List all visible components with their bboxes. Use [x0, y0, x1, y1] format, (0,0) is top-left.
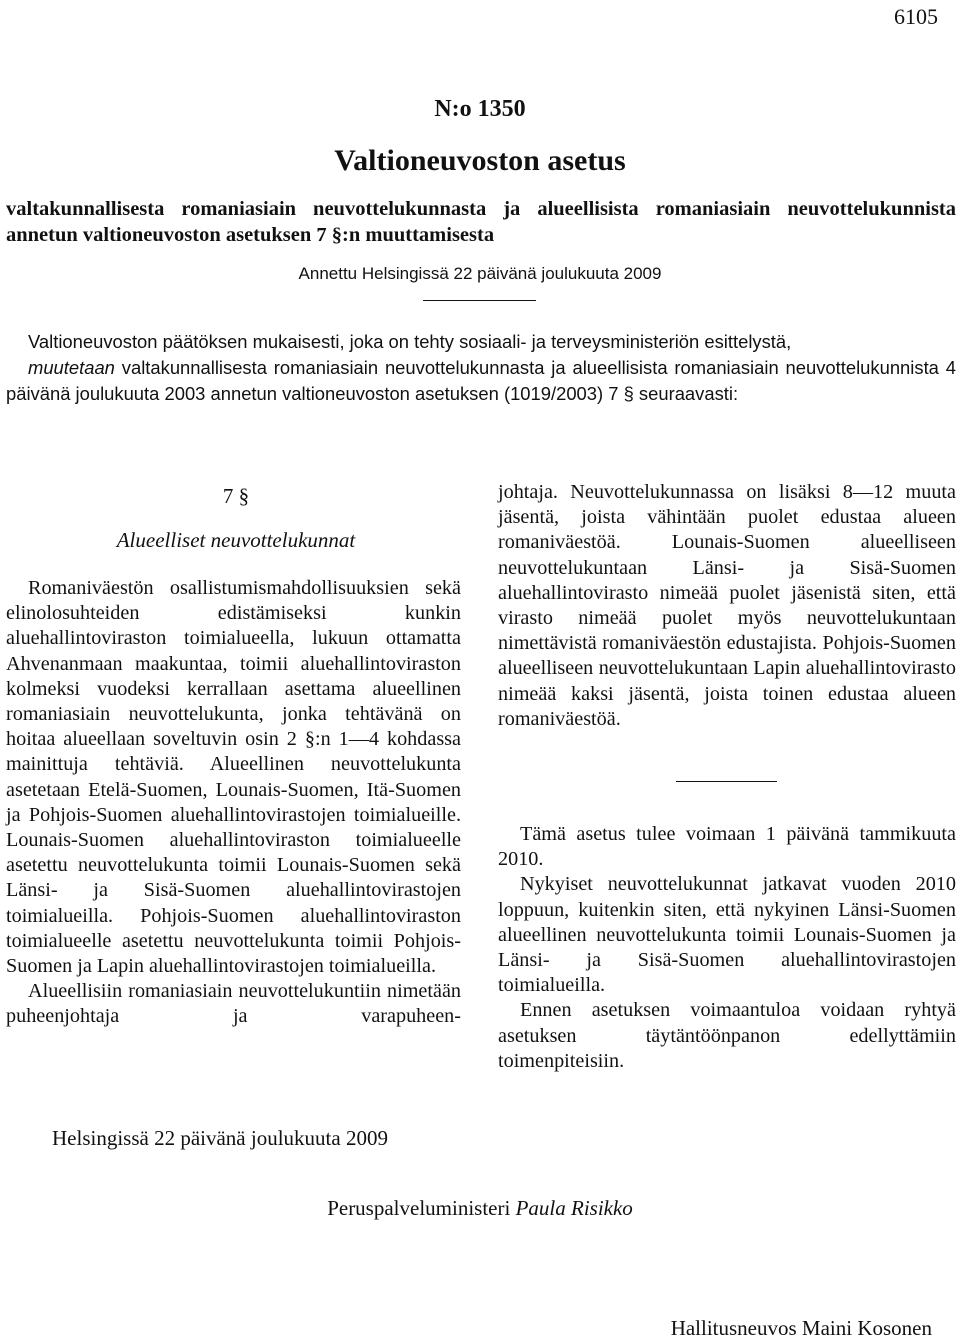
section-heading: Alueelliset neuvottelukunnat: [116, 528, 356, 552]
preamble: [6, 329, 956, 407]
section-paragraph: Alueellisiin romaniasiain neuvottelukuntiin nimetään puheenjohtaja ja varapuheen-: [6, 980, 461, 1028]
minister-name: Paula Risikko: [515, 1196, 633, 1220]
minister-title: Peruspalveluministeri: [327, 1196, 511, 1220]
divider-rule: [676, 781, 777, 782]
amend-word: muutetaan: [28, 357, 115, 378]
right-column: [498, 480, 956, 732]
left-column: [6, 576, 461, 1030]
place-date: Helsingissä 22 päivänä joulukuuta 2009: [52, 1126, 388, 1150]
provision-paragraph: Ennen asetuksen voimaantuloa voidaan ryhtyä asetuksen täytäntöönpanon edellyttämiin toimenpiteisiin.: [498, 999, 956, 1072]
divider-rule: [423, 300, 536, 301]
counsellor-signature: Hallitusneuvos Maini Kosonen: [670, 1316, 932, 1340]
issued-line: Annettu Helsingissä 22 päivänä joulukuuta 2009: [298, 264, 662, 283]
document-title: Valtioneuvoston asetus: [334, 144, 626, 177]
amendment-text: valtakunnallisesta romaniasiain neuvottelukunnasta ja alueellisista romaniasiain neuvottelukunnista 4 päivänä joulukuuta 2003 annetun valtioneuvoston asetuksen (1019/2003) 7 § seuraavasti:: [6, 357, 956, 404]
section-paragraph: Romaniväestön osallistumismahdollisuuksien sekä elinolosuhteiden edistämiseksi kunkin aluehallintoviraston toimialueella, lukuun ottamatta Ahvenanmaan maakuntaa, toimii aluehallintoviraston kolmeksi vuodeksi kerrallaan asettama alueellinen romaniasiain neuvottelukunta, jonka tehtävänä on hoitaa alueellaan soveltuvin osin 2 §:n 1—4 kohdassa mainittuja tehtäviä. Alueellinen neuvottelukunta asetetaan Etelä-Suomen, Lounais-Suomen, Itä-Suomen ja Pohjois-Suomen aluehallintovirastojen toimialueille. Lounais-Suomen aluehallintoviraston toimialueelle asetettu neuvottelukunta toimii Lounais-Suomen sekä Länsi- ja Sisä-Suomen aluehallintovirastojen toimialueilla. Pohjois-Suomen aluehallintoviraston toimialueelle asetettu neuvottelukunta toimii Pohjois-Suomen ja Lapin aluehallintovirastojen toimialueilla.: [6, 577, 461, 978]
section-number: 7 §: [222, 484, 250, 508]
amendment-paragraph: [6, 355, 956, 407]
preamble-paragraph: Valtioneuvoston päätöksen mukaisesti, joka on tehty sosiaali- ja terveysministeriön esittelystä,: [28, 331, 792, 352]
provision-paragraph: Nykyiset neuvottelukunnat jatkavat vuoden 2010 loppuun, kuitenkin siten, että nykyinen Länsi-Suomen alueellinen neuvottelukunta toimii Lounais-Suomen ja Länsi- ja Sisä-Suomen aluehallintovirastojen toimialueilla.: [498, 873, 956, 997]
document-subtitle: valtakunnallisesta romaniasiain neuvottelukunnasta ja alueellisista romaniasiain neuvottelukunnista annetun valtioneuvoston asetuksen 7 §:n muuttamisesta: [6, 198, 956, 246]
final-provisions: [498, 822, 956, 1074]
statute-number: N:o 1350: [434, 96, 526, 122]
page-number: 6105: [894, 4, 938, 29]
provision-paragraph: Tämä asetus tulee voimaan 1 päivänä tammikuuta 2010.: [498, 823, 956, 871]
minister-signature: [0, 1196, 960, 1221]
section-paragraph-continuation: johtaja. Neuvottelukunnassa on lisäksi 8—12 muuta jäsentä, joista vähintään puolet edustaa alueen romaniväestöä. Lounais-Suomen alueelliseen neuvottelukuntaan Länsi- ja Sisä-Suomen aluehallintovirasto nimeää puolet jäsenistä siten, että virasto nimeää puolet myös neuvottelukuntaan nimettävistä romaniväestön edustajista. Pohjois-Suomen alueelliseen neuvottelukuntaan Lapin aluehallintovirasto nimeää kaksi jäsentä, joista toinen edustaa alueen romaniväestöä.: [498, 481, 956, 730]
